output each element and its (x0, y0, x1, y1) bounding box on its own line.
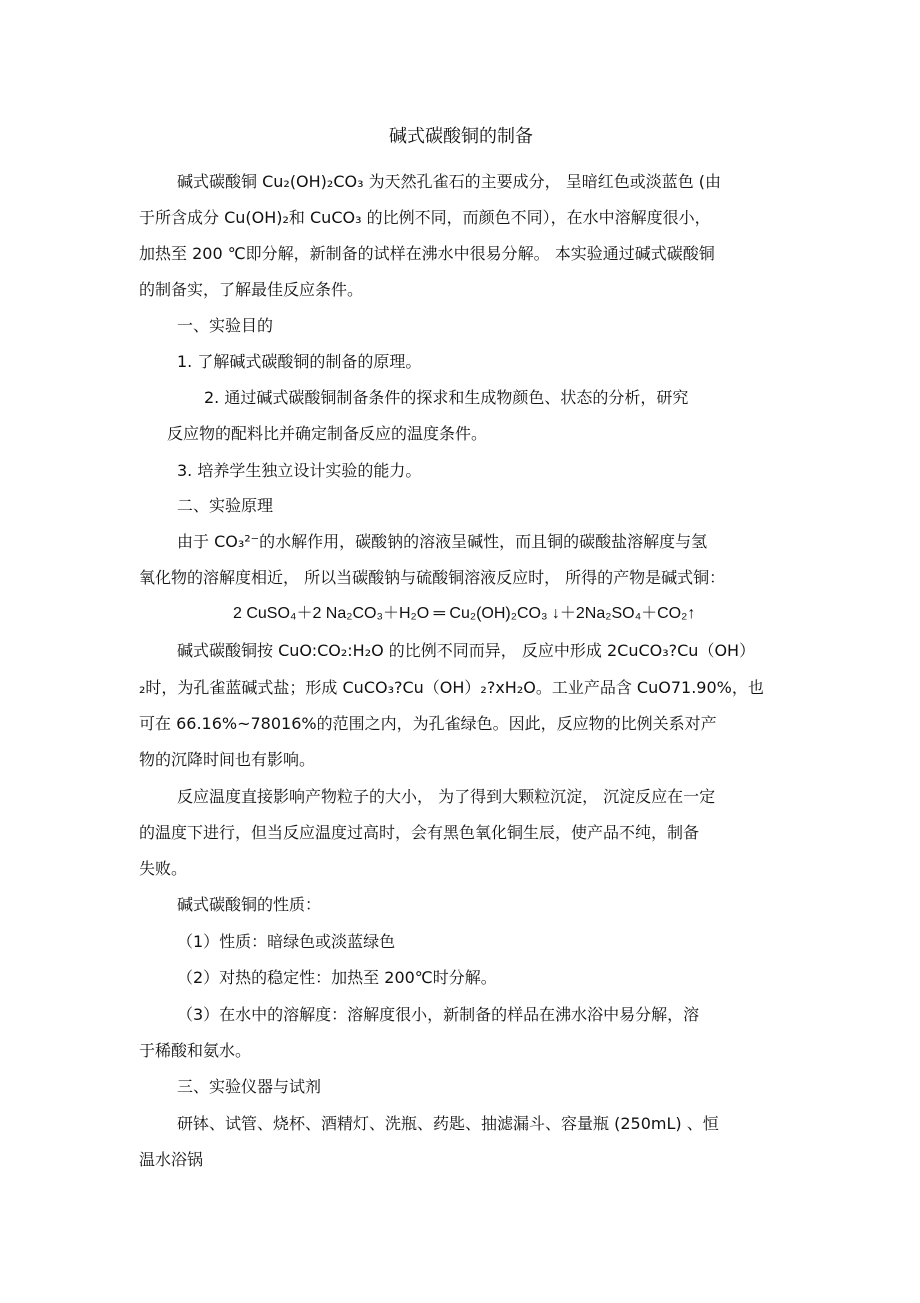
section-heading-objectives: 一、实验目的 (177, 316, 274, 335)
properties-heading: 碱式碳酸铜的性质： (177, 895, 322, 914)
apparatus-line-1: 研钵、试管、烧杯、酒精灯、洗瓶、药匙、抽滤漏斗、容量瓶 (250mL) 、恒 (177, 1114, 719, 1133)
objective-item-1: 1. 了解碱式碳酸铜的制备的原理。 (177, 352, 422, 371)
property-item-2: （2）对热的稳定性：加热至 200℃时分解。 (177, 968, 497, 987)
principle-para2-line-3: 可在 66.16%~78016%的范围之内，为孔雀绿色。因此，反应物的比例关系对产 (139, 714, 717, 733)
page-title: 碱式碳酸铜的制备 (389, 126, 533, 147)
objective-item-2-line-2: 反应物的配料比并确定制备反应的温度条件。 (167, 424, 488, 443)
reaction-equation: 2 CuSO₄＋2 Na₂CO₃＋H₂O ═ Cu₂(OH)₂CO₃ ↓＋2Na₂SO₄＋CO₂↑ (233, 605, 696, 622)
intro-line-2: 于所含成分 Cu(OH)₂和 CuCO₃ 的比例不同，而颜色不同），在水中溶解度很小， (139, 208, 711, 227)
property-item-3-line-1: （3）在水中的溶解度：溶解度很小，新制备的样品在沸水浴中易分解，溶 (177, 1005, 700, 1024)
property-item-1: （1）性质：暗绿色或淡蓝绿色 (177, 932, 396, 951)
intro-line-1: 碱式碳酸铜 Cu₂(OH)₂CO₃ 为天然孔雀石的主要成分， 呈暗红色或淡蓝色 (由 (177, 172, 722, 191)
principle-para3-line-1: 反应温度直接影响产物粒子的大小， 为了得到大颗粒沉淀， 沉淀反应在一定 (177, 787, 716, 806)
principle-para2-line-4: 物的沉降时间也有影响。 (139, 750, 316, 769)
objective-item-2-line-1: 2. 通过碱式碳酸铜制备条件的探求和生成物颜色、状态的分析，研究 (204, 388, 689, 407)
section-heading-principle: 二、实验原理 (177, 496, 274, 515)
section-heading-apparatus: 三、实验仪器与试剂 (177, 1077, 322, 1096)
apparatus-line-2: 温水浴锅 (139, 1150, 204, 1169)
principle-para2-line-2: ₂时，为孔雀蓝碱式盐；形成 CuCO₃?Cu（OH）₂?xH₂O。工业产品含 CuO71.90%，也 (139, 678, 764, 697)
principle-para1-line-2: 氧化物的溶解度相近， 所以当碳酸钠与硫酸铜溶液反应时， 所得的产物是碱式铜： (139, 568, 726, 587)
intro-line-4: 的制备实，了解最佳反应条件。 (139, 280, 364, 299)
property-item-3-line-2: 于稀酸和氨水。 (139, 1041, 252, 1060)
principle-para1-line-1: 由于 CO₃²⁻的水解作用，碳酸钠的溶液呈碱性，而且铜的碳酸盐溶解度与氢 (177, 532, 708, 551)
intro-line-3: 加热至 200 ℃即分解，新制备的试样在沸水中很易分解。 本实验通过碱式碳酸铜 (139, 244, 715, 263)
principle-para2-line-1: 碱式碳酸铜按 CuO:CO₂:H₂O 的比例不同而异， 反应中形成 2CuCO₃?Cu（OH） (177, 641, 756, 660)
objective-item-3: 3. 培养学生独立设计实验的能力。 (177, 461, 422, 480)
principle-para3-line-2: 的温度下进行，但当反应温度过高时，会有黑色氧化铜生辰，使产品不纯，制备 (139, 823, 700, 842)
principle-para3-line-3: 失败。 (139, 859, 188, 878)
